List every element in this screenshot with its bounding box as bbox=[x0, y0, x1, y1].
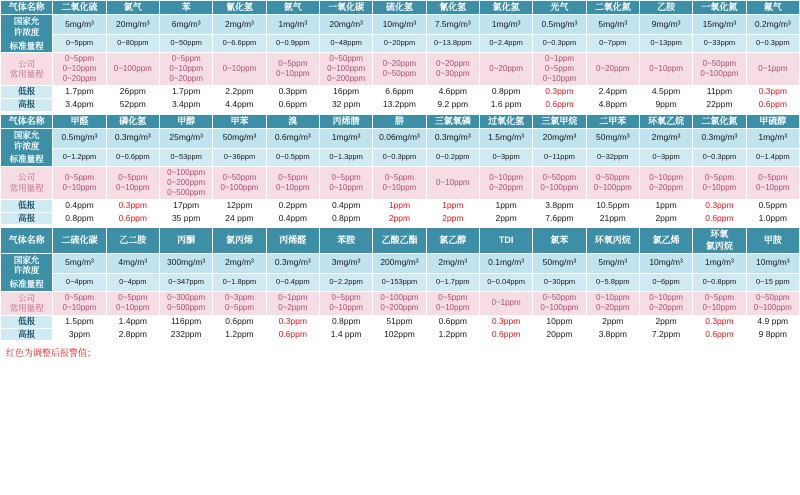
national-conc-2: 4mg/m³ bbox=[106, 253, 159, 273]
gas-name-12: 氯乙烯 bbox=[639, 228, 692, 254]
common-range-row bbox=[1, 166, 800, 199]
national-conc-8: 2mg/m³ bbox=[426, 253, 479, 273]
standard-range-row bbox=[1, 273, 800, 291]
low-alarm-8: 0.6ppm bbox=[426, 315, 479, 328]
common-range-1: 0~5ppm 0~10ppm 0~20ppm bbox=[53, 53, 106, 86]
national-conc-11: 50mg/m³ bbox=[586, 128, 639, 148]
common-range-2: 0~100ppm bbox=[106, 53, 159, 86]
standard-range-13: 0~0.8ppm bbox=[693, 273, 746, 291]
low-alarm-14: 0.3ppm bbox=[746, 86, 799, 99]
high-alarm-3: 232ppm bbox=[159, 328, 212, 341]
common-range-1: 0~5ppm 0~10ppm bbox=[53, 291, 106, 315]
gas-name-4: 氰化氢 bbox=[213, 1, 266, 15]
common-range-8: 0~5ppm 0~10ppm bbox=[426, 291, 479, 315]
common-range-10: 0~50ppm 0~100ppm bbox=[533, 166, 586, 199]
common-range-7: 0~5ppm 0~10ppm bbox=[373, 166, 426, 199]
gas-name-9: 过氧化氢 bbox=[479, 114, 532, 128]
standard-range-11: 0~5.8ppm bbox=[586, 273, 639, 291]
high-alarm-6: 0.8ppm bbox=[319, 212, 372, 225]
low-alarm-6: 0.8ppm bbox=[319, 315, 372, 328]
common-range-4: 0~10ppm bbox=[213, 53, 266, 86]
national-conc-4: 50mg/m³ bbox=[213, 128, 266, 148]
common-range-11: 0~20ppm bbox=[586, 53, 639, 86]
common-range-13: 0~5ppm 0~10ppm bbox=[693, 291, 746, 315]
common-range-10: 0~50ppm 0~100ppm bbox=[533, 291, 586, 315]
gas-name-5: 溴 bbox=[266, 114, 319, 128]
gas-block-1 bbox=[0, 0, 800, 112]
national-conc-14: 10mg/m³ bbox=[746, 253, 799, 273]
high-alarm-11: 4.8ppm bbox=[586, 98, 639, 111]
common-range-row bbox=[1, 291, 800, 315]
high-alarm-8: 1.2ppm bbox=[426, 328, 479, 341]
common-range-4: 0~3ppm 0~5ppm bbox=[213, 291, 266, 315]
national-conc-8: 7.5mg/m³ bbox=[426, 15, 479, 35]
standard-range-5: 0~0.9ppm bbox=[266, 35, 319, 53]
low-alarm-11: 2ppm bbox=[586, 315, 639, 328]
common-range-6: 0~5ppm 0~10ppm bbox=[319, 166, 372, 199]
gas-name-11: 二氧化氮 bbox=[586, 1, 639, 15]
national-conc-6: 1mg/m³ bbox=[319, 128, 372, 148]
low-alarm-2: 1.4ppm bbox=[106, 315, 159, 328]
standard-range-8: 0~0.2ppm bbox=[426, 148, 479, 166]
gas-name-2: 氯气 bbox=[106, 1, 159, 15]
standard-range-8: 0~13.8ppm bbox=[426, 35, 479, 53]
national-conc-4: 2mg/m³ bbox=[213, 15, 266, 35]
national-conc-6: 20mg/m³ bbox=[319, 15, 372, 35]
national-conc-3: 25mg/m³ bbox=[159, 128, 212, 148]
low-alarm-10: 3.8ppm bbox=[533, 199, 586, 212]
high-alarm-7: 102ppm bbox=[373, 328, 426, 341]
low-alarm-8: 4.6ppm bbox=[426, 86, 479, 99]
standard-range-11: 0~32ppm bbox=[586, 148, 639, 166]
standard-range-1: 0~4ppm bbox=[53, 273, 106, 291]
national-conc-14: 0.2mg/m³ bbox=[746, 15, 799, 35]
gas-name-6: 丙烯腈 bbox=[319, 114, 372, 128]
standard-range-5: 0~0.4ppm bbox=[266, 273, 319, 291]
high-alarm-row bbox=[1, 212, 800, 225]
low-alarm-13: 0.3ppm bbox=[693, 199, 746, 212]
high-alarm-11: 21ppm bbox=[586, 212, 639, 225]
gas-name-11: 环氧丙烷 bbox=[586, 228, 639, 254]
standard-range-4: 0~6.6ppm bbox=[213, 35, 266, 53]
high-alarm-10: 7.6ppm bbox=[533, 212, 586, 225]
national-conc-9: 1mg/m³ bbox=[479, 15, 532, 35]
common-range-4: 0~50ppm 0~100ppm bbox=[213, 166, 266, 199]
common-range-12: 0~10ppm bbox=[639, 53, 692, 86]
standard-range-14: 0~1.4ppm bbox=[746, 148, 799, 166]
row-label-low-alarm: 低报 bbox=[1, 315, 53, 328]
standard-range-4: 0~36ppm bbox=[213, 148, 266, 166]
low-alarm-7: 6.6ppm bbox=[373, 86, 426, 99]
standard-range-2: 0~0.6ppm bbox=[106, 148, 159, 166]
gas-name-7: 硫化氢 bbox=[373, 1, 426, 15]
low-alarm-4: 0.6ppm bbox=[213, 315, 266, 328]
low-alarm-row bbox=[1, 315, 800, 328]
high-alarm-13: 22ppm bbox=[693, 98, 746, 111]
high-alarm-3: 3.4ppm bbox=[159, 98, 212, 111]
low-alarm-2: 26ppm bbox=[106, 86, 159, 99]
national-conc-13: 0.3mg/m³ bbox=[693, 128, 746, 148]
header-row bbox=[1, 228, 800, 254]
standard-range-14: 0~15 ppm bbox=[746, 273, 799, 291]
high-alarm-12: 2ppm bbox=[639, 212, 692, 225]
common-range-9: 0~10ppm 0~20ppm bbox=[479, 166, 532, 199]
national-conc-7: 10mg/m³ bbox=[373, 15, 426, 35]
gas-name-6: 一氧化碳 bbox=[319, 1, 372, 15]
standard-range-6: 0~1.3ppm bbox=[319, 148, 372, 166]
national-conc-14: 1mg/m³ bbox=[746, 128, 799, 148]
gas-name-8: 三氯氧磷 bbox=[426, 114, 479, 128]
national-conc-1: 0.5mg/m³ bbox=[53, 128, 106, 148]
standard-range-7: 0~153ppm bbox=[373, 273, 426, 291]
common-range-6: 0~5ppm 0~10ppm bbox=[319, 291, 372, 315]
gas-name-14: 甲硫醇 bbox=[746, 114, 799, 128]
standard-range-13: 0~33ppm bbox=[693, 35, 746, 53]
low-alarm-1: 0.4ppm bbox=[53, 199, 106, 212]
low-alarm-1: 1.5ppm bbox=[53, 315, 106, 328]
national-conc-3: 6mg/m³ bbox=[159, 15, 212, 35]
high-alarm-4: 1.2ppm bbox=[213, 328, 266, 341]
standard-range-12: 0~6ppm bbox=[639, 273, 692, 291]
common-range-3: 0~100ppm 0~200ppm 0~500ppm bbox=[159, 166, 212, 199]
low-alarm-5: 0.2ppm bbox=[266, 199, 319, 212]
gas-name-9: TDI bbox=[479, 228, 532, 254]
low-alarm-5: 0.3ppm bbox=[266, 315, 319, 328]
high-alarm-1: 3ppm bbox=[53, 328, 106, 341]
low-alarm-13: 11ppm bbox=[693, 86, 746, 99]
gas-name-1: 二氧化硫 bbox=[53, 1, 106, 15]
high-alarm-row bbox=[1, 328, 800, 341]
common-range-5: 0~1ppm 0~2ppm bbox=[266, 291, 319, 315]
gas-name-10: 光气 bbox=[533, 1, 586, 15]
gas-name-5: 丙烯醛 bbox=[266, 228, 319, 254]
common-range-row bbox=[1, 53, 800, 86]
national-conc-12: 9mg/m³ bbox=[639, 15, 692, 35]
national-conc-12: 10mg/m³ bbox=[639, 253, 692, 273]
high-alarm-5: 0.6ppm bbox=[266, 98, 319, 111]
standard-range-8: 0~1.7ppm bbox=[426, 273, 479, 291]
national-conc-5: 1mg/m³ bbox=[266, 15, 319, 35]
high-alarm-2: 0.6ppm bbox=[106, 212, 159, 225]
common-range-2: 0~5ppm 0~10ppm bbox=[106, 166, 159, 199]
common-range-9: 0~1ppm bbox=[479, 291, 532, 315]
common-range-14: 0~1ppm bbox=[746, 53, 799, 86]
high-alarm-10: 20ppm bbox=[533, 328, 586, 341]
national-row bbox=[1, 253, 800, 273]
row-label-national-standard: 国家允 许浓度 标准量程 bbox=[1, 15, 53, 53]
gas-block-3 bbox=[0, 227, 800, 341]
standard-range-6: 0~2.2ppm bbox=[319, 273, 372, 291]
low-alarm-14: 4.9 ppm bbox=[746, 315, 799, 328]
national-conc-9: 1.5mg/m³ bbox=[479, 128, 532, 148]
gas-name-5: 氨气 bbox=[266, 1, 319, 15]
high-alarm-12: 7.2ppm bbox=[639, 328, 692, 341]
low-alarm-3: 116ppm bbox=[159, 315, 212, 328]
standard-range-row bbox=[1, 35, 800, 53]
standard-range-10: 0~0.3ppm bbox=[533, 35, 586, 53]
national-conc-11: 5mg/m³ bbox=[586, 15, 639, 35]
national-conc-1: 5mg/m³ bbox=[53, 253, 106, 273]
low-alarm-2: 0.3ppm bbox=[106, 199, 159, 212]
national-conc-10: 50mg/m³ bbox=[533, 253, 586, 273]
national-conc-5: 0.3mg/m³ bbox=[266, 253, 319, 273]
high-alarm-13: 0.6ppm bbox=[693, 212, 746, 225]
gas-name-3: 甲醇 bbox=[159, 114, 212, 128]
standard-range-12: 0~3ppm bbox=[639, 148, 692, 166]
gas-name-12: 环氧乙烷 bbox=[639, 114, 692, 128]
low-alarm-6: 0.4ppm bbox=[319, 199, 372, 212]
low-alarm-8: 1ppm bbox=[426, 199, 479, 212]
low-alarm-4: 2.2ppm bbox=[213, 86, 266, 99]
low-alarm-3: 17ppm bbox=[159, 199, 212, 212]
national-conc-2: 0.3mg/m³ bbox=[106, 128, 159, 148]
standard-range-4: 0~1.8ppm bbox=[213, 273, 266, 291]
standard-range-3: 0~347ppm bbox=[159, 273, 212, 291]
standard-range-11: 0~7ppm bbox=[586, 35, 639, 53]
gas-name-1: 二硫化碳 bbox=[53, 228, 106, 254]
high-alarm-13: 0.6ppm bbox=[693, 328, 746, 341]
gas-name-9: 氯化氢 bbox=[479, 1, 532, 15]
standard-range-1: 0~1.2ppm bbox=[53, 148, 106, 166]
high-alarm-2: 2.8ppm bbox=[106, 328, 159, 341]
common-range-8: 0~20ppm 0~30ppm bbox=[426, 53, 479, 86]
low-alarm-12: 2ppm bbox=[639, 315, 692, 328]
gas-name-2: 磷化氢 bbox=[106, 114, 159, 128]
common-range-14: 0~50ppm 0~100ppm bbox=[746, 291, 799, 315]
high-alarm-1: 3.4ppm bbox=[53, 98, 106, 111]
high-alarm-14: 0.6ppm bbox=[746, 98, 799, 111]
row-label-gas-name: 气体名称 bbox=[1, 114, 53, 128]
gas-name-1: 甲醛 bbox=[53, 114, 106, 128]
low-alarm-row bbox=[1, 86, 800, 99]
common-range-14: 0~5ppm 0~10ppm bbox=[746, 166, 799, 199]
high-alarm-4: 4.4ppm bbox=[213, 98, 266, 111]
standard-range-7: 0~0.3ppm bbox=[373, 148, 426, 166]
gas-name-6: 苯胺 bbox=[319, 228, 372, 254]
gas-name-12: 乙胺 bbox=[639, 1, 692, 15]
low-alarm-11: 10.5ppm bbox=[586, 199, 639, 212]
row-label-national-standard: 国家允 许浓度 标准量程 bbox=[1, 128, 53, 166]
national-conc-5: 0.6mg/m³ bbox=[266, 128, 319, 148]
standard-range-1: 0~5ppm bbox=[53, 35, 106, 53]
standard-range-9: 0~0.04ppm bbox=[479, 273, 532, 291]
common-range-2: 0~5ppm 0~10ppm bbox=[106, 291, 159, 315]
national-conc-11: 5mg/m³ bbox=[586, 253, 639, 273]
national-conc-12: 2mg/m³ bbox=[639, 128, 692, 148]
high-alarm-7: 2ppm bbox=[373, 212, 426, 225]
high-alarm-row bbox=[1, 98, 800, 111]
high-alarm-9: 0.6ppm bbox=[479, 328, 532, 341]
gas-name-8: 氰化氢 bbox=[426, 1, 479, 15]
standard-range-7: 0~20ppm bbox=[373, 35, 426, 53]
national-conc-9: 0.1mg/m³ bbox=[479, 253, 532, 273]
standard-range-6: 0~48ppm bbox=[319, 35, 372, 53]
low-alarm-13: 0.3ppm bbox=[693, 315, 746, 328]
high-alarm-11: 3.8ppm bbox=[586, 328, 639, 341]
high-alarm-9: 1.6 ppm bbox=[479, 98, 532, 111]
national-conc-13: 15mg/m³ bbox=[693, 15, 746, 35]
national-conc-1: 5mg/m³ bbox=[53, 15, 106, 35]
standard-range-3: 0~53ppm bbox=[159, 148, 212, 166]
standard-range-3: 0~50ppm bbox=[159, 35, 212, 53]
high-alarm-14: 9 8ppm bbox=[746, 328, 799, 341]
standard-range-9: 0~2.4ppm bbox=[479, 35, 532, 53]
standard-range-13: 0~0.3ppm bbox=[693, 148, 746, 166]
national-conc-10: 0.5mg/m³ bbox=[533, 15, 586, 35]
low-alarm-11: 2.4ppm bbox=[586, 86, 639, 99]
low-alarm-7: 1ppm bbox=[373, 199, 426, 212]
row-label-company-common-range: 公司 常用量程 bbox=[1, 53, 53, 86]
national-conc-4: 2mg/m³ bbox=[213, 253, 266, 273]
row-label-gas-name: 气体名称 bbox=[1, 228, 53, 254]
common-range-13: 0~5ppm 0~10ppm bbox=[693, 166, 746, 199]
low-alarm-10: 0.3ppm bbox=[533, 86, 586, 99]
common-range-7: 0~20ppm 0~50ppm bbox=[373, 53, 426, 86]
common-range-3: 0~5ppm 0~10ppm 0~20ppm bbox=[159, 53, 212, 86]
low-alarm-9: 1ppm bbox=[479, 199, 532, 212]
high-alarm-5: 0.4ppm bbox=[266, 212, 319, 225]
low-alarm-3: 1.7ppm bbox=[159, 86, 212, 99]
national-conc-7: 200mg/m³ bbox=[373, 253, 426, 273]
gas-name-10: 三氯甲烷 bbox=[533, 114, 586, 128]
high-alarm-2: 52ppm bbox=[106, 98, 159, 111]
row-label-high-alarm: 高报 bbox=[1, 328, 53, 341]
low-alarm-4: 12ppm bbox=[213, 199, 266, 212]
gas-name-13: 环氧 氯丙烷 bbox=[693, 228, 746, 254]
row-label-national-standard: 国家允 许浓度 标准量程 bbox=[1, 253, 53, 291]
standard-range-9: 0~3ppm bbox=[479, 148, 532, 166]
gas-name-3: 苯 bbox=[159, 1, 212, 15]
common-range-12: 0~10ppm 0~20ppm bbox=[639, 291, 692, 315]
high-alarm-8: 9.2 ppm bbox=[426, 98, 479, 111]
standard-range-2: 0~80ppm bbox=[106, 35, 159, 53]
row-label-high-alarm: 高报 bbox=[1, 212, 53, 225]
high-alarm-1: 0.8ppm bbox=[53, 212, 106, 225]
row-label-high-alarm: 高报 bbox=[1, 98, 53, 111]
low-alarm-9: 0.3ppm bbox=[479, 315, 532, 328]
national-row bbox=[1, 15, 800, 35]
common-range-12: 0~10ppm 0~20ppm bbox=[639, 166, 692, 199]
gas-name-11: 二甲苯 bbox=[586, 114, 639, 128]
gas-name-7: 肼 bbox=[373, 114, 426, 128]
common-range-10: 0~1ppm 0~5ppm 0~10ppm bbox=[533, 53, 586, 86]
gas-name-4: 甲苯 bbox=[213, 114, 266, 128]
low-alarm-1: 1.7ppm bbox=[53, 86, 106, 99]
row-label-low-alarm: 低报 bbox=[1, 199, 53, 212]
gas-name-10: 氯苯 bbox=[533, 228, 586, 254]
national-conc-10: 20mg/m³ bbox=[533, 128, 586, 148]
standard-range-12: 0~13ppm bbox=[639, 35, 692, 53]
gas-name-13: 二氯化氮 bbox=[693, 114, 746, 128]
common-range-11: 0~10ppm 0~20ppm bbox=[586, 291, 639, 315]
high-alarm-3: 35 ppm bbox=[159, 212, 212, 225]
national-conc-2: 20mg/m³ bbox=[106, 15, 159, 35]
low-alarm-7: 51ppm bbox=[373, 315, 426, 328]
low-alarm-5: 0.3ppm bbox=[266, 86, 319, 99]
standard-range-10: 0~11ppm bbox=[533, 148, 586, 166]
common-range-5: 0~5ppm 0~10ppm bbox=[266, 166, 319, 199]
note-text: 红色为调整后报警值； bbox=[6, 348, 97, 359]
high-alarm-6: 32 ppm bbox=[319, 98, 372, 111]
low-alarm-12: 1ppm bbox=[639, 199, 692, 212]
high-alarm-5: 0.6ppm bbox=[266, 328, 319, 341]
high-alarm-7: 13.2ppm bbox=[373, 98, 426, 111]
national-conc-8: 0.3mg/m³ bbox=[426, 128, 479, 148]
low-alarm-row bbox=[1, 199, 800, 212]
common-range-1: 0~5ppm 0~10ppm bbox=[53, 166, 106, 199]
gas-name-3: 丙酮 bbox=[159, 228, 212, 254]
gas-block-2 bbox=[0, 114, 800, 226]
low-alarm-9: 0.8ppm bbox=[479, 86, 532, 99]
low-alarm-10: 10ppm bbox=[533, 315, 586, 328]
high-alarm-8: 2ppm bbox=[426, 212, 479, 225]
gas-name-14: 甲胺 bbox=[746, 228, 799, 254]
common-range-9: 0~20ppm bbox=[479, 53, 532, 86]
row-label-gas-name: 气体名称 bbox=[1, 1, 53, 15]
common-range-5: 0~5ppm 0~10ppm bbox=[266, 53, 319, 86]
header-row bbox=[1, 114, 800, 128]
national-conc-3: 300mg/m³ bbox=[159, 253, 212, 273]
standard-range-2: 0~4ppm bbox=[106, 273, 159, 291]
high-alarm-12: 9ppm bbox=[639, 98, 692, 111]
common-range-8: 0~10ppm bbox=[426, 166, 479, 199]
high-alarm-9: 2ppm bbox=[479, 212, 532, 225]
common-range-6: 0~50ppm 0~100ppm 0~200ppm bbox=[319, 53, 372, 86]
high-alarm-6: 1.4 ppm bbox=[319, 328, 372, 341]
national-row bbox=[1, 128, 800, 148]
low-alarm-12: 4.5ppm bbox=[639, 86, 692, 99]
common-range-11: 0~50ppm 0~100ppm bbox=[586, 166, 639, 199]
gas-name-13: 一氧化氮 bbox=[693, 1, 746, 15]
header-row bbox=[1, 1, 800, 15]
high-alarm-4: 24 ppm bbox=[213, 212, 266, 225]
table-note bbox=[0, 341, 800, 359]
national-conc-6: 3mg/m³ bbox=[319, 253, 372, 273]
standard-range-row bbox=[1, 148, 800, 166]
standard-range-14: 0~0.3ppm bbox=[746, 35, 799, 53]
gas-name-14: 氟气 bbox=[746, 1, 799, 15]
standard-range-10: 0~30ppm bbox=[533, 273, 586, 291]
high-alarm-10: 0.6ppm bbox=[533, 98, 586, 111]
row-label-company-common-range: 公司 常用量程 bbox=[1, 291, 53, 315]
common-range-13: 0~50ppm 0~100ppm bbox=[693, 53, 746, 86]
gas-name-8: 氯乙醇 bbox=[426, 228, 479, 254]
row-label-low-alarm: 低报 bbox=[1, 86, 53, 99]
gas-name-2: 乙二胺 bbox=[106, 228, 159, 254]
national-conc-7: 0.06mg/m³ bbox=[373, 128, 426, 148]
row-label-company-common-range: 公司 常用量程 bbox=[1, 166, 53, 199]
standard-range-5: 0~0.5ppm bbox=[266, 148, 319, 166]
high-alarm-14: 1.0ppm bbox=[746, 212, 799, 225]
low-alarm-6: 16ppm bbox=[319, 86, 372, 99]
national-conc-13: 1mg/m³ bbox=[693, 253, 746, 273]
gas-name-7: 乙酸乙酯 bbox=[373, 228, 426, 254]
gas-name-4: 氯丙烯 bbox=[213, 228, 266, 254]
common-range-3: 0~300ppm 0~500ppm bbox=[159, 291, 212, 315]
common-range-7: 0~100ppm 0~200ppm bbox=[373, 291, 426, 315]
low-alarm-14: 0.5ppm bbox=[746, 199, 799, 212]
